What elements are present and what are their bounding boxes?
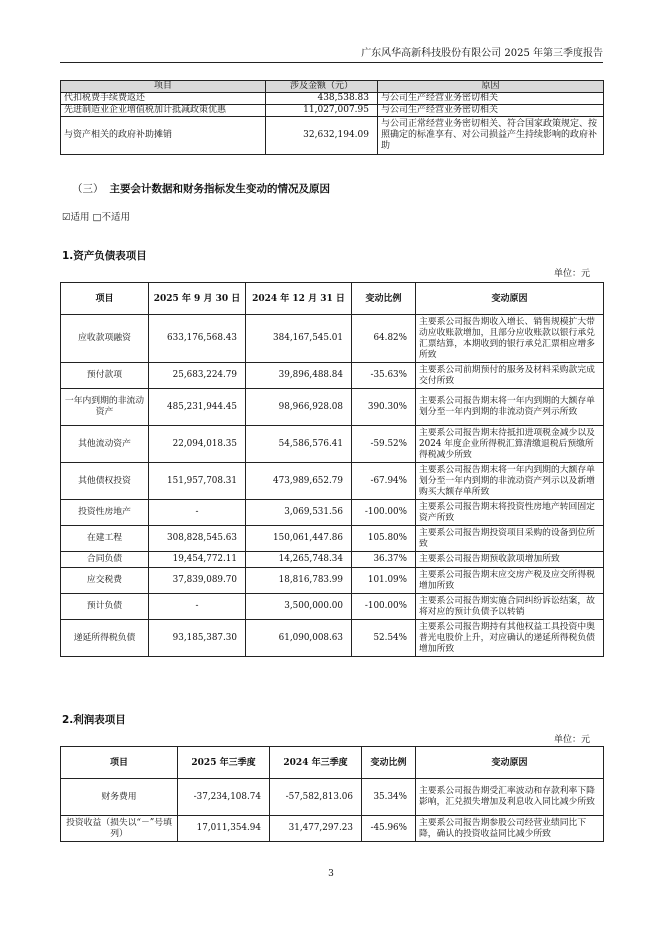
income-statement-table xyxy=(60,746,604,842)
item-cell: 其他流动资产 xyxy=(61,426,149,463)
page-header xyxy=(60,44,603,60)
item-cell: 在建工程 xyxy=(61,526,149,552)
reason-cell: 主要系公司报告期受汇率波动和存款利率下降影响，汇兑损失增加及利息收入同比减少所致 xyxy=(416,779,604,816)
unit-label: 单位：元 xyxy=(553,269,590,279)
table-row xyxy=(61,816,604,842)
value-cell: 18,816,783.99 xyxy=(246,568,352,594)
value-cell: 473,989,652.79 xyxy=(246,463,352,500)
table-row xyxy=(61,363,604,389)
item-cell: 其他债权投资 xyxy=(61,463,149,500)
item-cell: 合同负债 xyxy=(61,552,149,568)
table-row xyxy=(61,463,604,500)
amount-cell: 11,027,007.95 xyxy=(266,105,378,117)
change-cell: -35.63% xyxy=(352,363,416,389)
reason-cell: 与公司生产经营业务密切相关 xyxy=(378,105,604,117)
item-cell: 应收款项融资 xyxy=(61,315,149,363)
table-row xyxy=(61,93,604,105)
change-cell: -59.52% xyxy=(352,426,416,463)
value-cell: 22,094,018.35 xyxy=(149,426,246,463)
table-row xyxy=(61,779,604,816)
unit-label: 单位：元 xyxy=(553,735,590,745)
table-row xyxy=(61,568,604,594)
table-header-row xyxy=(61,283,604,315)
header-cell: 涉及金额（元） xyxy=(266,81,378,93)
reason-cell: 主要系公司报告期末将一年内到期的大额存单划分至一年内到期的非流动资产列示所致 xyxy=(416,389,604,426)
item-cell: 递延所得税负债 xyxy=(61,620,149,657)
change-cell: -100.00% xyxy=(352,500,416,526)
item-cell: 财务费用 xyxy=(61,779,178,816)
balance-sheet-heading: 1.资产负债表项目 xyxy=(62,250,147,262)
value-cell: - xyxy=(149,594,246,620)
table-row xyxy=(61,526,604,552)
income-statement-heading: 2.利润表项目 xyxy=(62,714,126,726)
header-cell: 2025 年三季度 xyxy=(178,747,270,779)
header-cell: 原因 xyxy=(378,81,604,93)
value-cell: 384,167,545.01 xyxy=(246,315,352,363)
value-cell: 98,966,928.08 xyxy=(246,389,352,426)
value-cell: 485,231,944.45 xyxy=(149,389,246,426)
table-header-row xyxy=(61,747,604,779)
item-cell: 预计负债 xyxy=(61,594,149,620)
section-number: （三） xyxy=(72,183,104,195)
value-cell: - xyxy=(149,500,246,526)
item-cell: 应交税费 xyxy=(61,568,149,594)
header-divider xyxy=(60,62,603,63)
header-cell: 2024 年三季度 xyxy=(270,747,362,779)
item-cell: 投资性房地产 xyxy=(61,500,149,526)
value-cell: 25,683,224.79 xyxy=(149,363,246,389)
table-header-row xyxy=(61,81,604,93)
header-cell: 2024 年 12 月 31 日 xyxy=(246,283,352,315)
change-cell: 52.54% xyxy=(352,620,416,657)
balance-sheet-table xyxy=(60,282,604,657)
table-row xyxy=(61,426,604,463)
header-cell: 2025 年 9 月 30 日 xyxy=(149,283,246,315)
reason-cell: 主要系公司报告期投资项目采购的设备到位所致 xyxy=(416,526,604,552)
change-cell: 390.30% xyxy=(352,389,416,426)
value-cell: 14,265,748.34 xyxy=(246,552,352,568)
header-cell: 变动比例 xyxy=(352,283,416,315)
table-row xyxy=(61,552,604,568)
report-title: 广东风华高新科技股份有限公司 2025 年第三季度报告 xyxy=(361,48,603,59)
value-cell: 633,176,568.43 xyxy=(149,315,246,363)
amount-cell: 32,632,194.09 xyxy=(266,117,378,155)
value-cell: -57,582,813.06 xyxy=(270,779,362,816)
reason-cell: 主要系公司报告期持有其他权益工具投资中奥普光电股价上升，对应确认的递延所得税负债增加所致 xyxy=(416,620,604,657)
value-cell: 61,090,008.63 xyxy=(246,620,352,657)
change-cell: 101.09% xyxy=(352,568,416,594)
change-cell: 36.37% xyxy=(352,552,416,568)
applicability-checkbox: ☑适用 □不适用 xyxy=(62,212,131,223)
reason-cell: 主要系公司报告期末将一年内到期的大额存单划分至一年内到期的非流动资产列示以及新增购买大额存单所致 xyxy=(416,463,604,500)
change-cell: 105.80% xyxy=(352,526,416,552)
value-cell: 3,069,531.56 xyxy=(246,500,352,526)
reason-cell: 与公司正常经营业务密切相关、符合国家政策规定、按照确定的标准享有、对公司损益产生持续影响的政府补助 xyxy=(378,117,604,155)
section-title: 主要会计数据和财务指标发生变动的情况及原因 xyxy=(109,183,330,195)
value-cell: 151,957,708.31 xyxy=(149,463,246,500)
value-cell: 54,586,576.41 xyxy=(246,426,352,463)
table-row xyxy=(61,105,604,117)
table-row xyxy=(61,315,604,363)
table-row xyxy=(61,594,604,620)
item-cell: 先进制造业企业增值税加计抵减政策优惠 xyxy=(61,105,266,117)
header-cell: 项目 xyxy=(61,283,149,315)
value-cell: 93,185,387.30 xyxy=(149,620,246,657)
item-cell: 代扣税费手续费返还 xyxy=(61,93,266,105)
header-cell: 变动原因 xyxy=(416,747,604,779)
item-cell: 与资产相关的政府补助摊销 xyxy=(61,117,266,155)
nonrecurring-table xyxy=(60,80,604,155)
header-cell: 变动比例 xyxy=(362,747,416,779)
change-cell: 64.82% xyxy=(352,315,416,363)
item-cell: 一年内到期的非流动资产 xyxy=(61,389,149,426)
value-cell: 39,896,488.84 xyxy=(246,363,352,389)
value-cell: -37,234,108.74 xyxy=(178,779,270,816)
amount-cell: 438,538.83 xyxy=(266,93,378,105)
reason-cell: 主要系公司报告期收入增长、销售规模扩大带动应收账款增加，且部分应收账款以银行承兑汇票结算，本期收到的银行承兑汇票相应增多所致 xyxy=(416,315,604,363)
reason-cell: 与公司生产经营业务密切相关 xyxy=(378,93,604,105)
reason-cell: 主要系公司报告期末应交房产税及应交所得税增加所致 xyxy=(416,568,604,594)
item-cell: 预付款项 xyxy=(61,363,149,389)
section-heading xyxy=(72,181,330,196)
reason-cell: 主要系公司报告期末将投资性房地产转回固定资产所致 xyxy=(416,500,604,526)
change-cell: 35.34% xyxy=(362,779,416,816)
value-cell: 19,454,772.11 xyxy=(149,552,246,568)
reason-cell: 主要系公司报告期实施合同纠纷诉讼结案，故将对应的预计负债予以转销 xyxy=(416,594,604,620)
value-cell: 150,061,447.86 xyxy=(246,526,352,552)
reason-cell: 主要系公司报告期预收款项增加所致 xyxy=(416,552,604,568)
change-cell: -100.00% xyxy=(352,594,416,620)
value-cell: 37,839,089.70 xyxy=(149,568,246,594)
reason-cell: 主要系公司报告期末待抵扣进项税金减少以及 2024 年度企业所得税汇算清缴退税后预缴所得税减少所致 xyxy=(416,426,604,463)
value-cell: 17,011,354.94 xyxy=(178,816,270,842)
table-row xyxy=(61,620,604,657)
header-cell: 变动原因 xyxy=(416,283,604,315)
page-number: 3 xyxy=(328,869,334,879)
change-cell: -45.96% xyxy=(362,816,416,842)
item-cell: 投资收益（损失以“－”号填列） xyxy=(61,816,178,842)
reason-cell: 主要系公司前期预付的服务及材料采购款完成交付所致 xyxy=(416,363,604,389)
table-row xyxy=(61,117,604,155)
header-cell: 项目 xyxy=(61,747,178,779)
value-cell: 3,500,000.00 xyxy=(246,594,352,620)
header-cell: 项目 xyxy=(61,81,266,93)
table-row xyxy=(61,389,604,426)
value-cell: 308,828,545.63 xyxy=(149,526,246,552)
reason-cell: 主要系公司报告期参股公司经营业绩同比下降，确认的投资收益同比减少所致 xyxy=(416,816,604,842)
value-cell: 31,477,297.23 xyxy=(270,816,362,842)
table-row xyxy=(61,500,604,526)
change-cell: -67.94% xyxy=(352,463,416,500)
